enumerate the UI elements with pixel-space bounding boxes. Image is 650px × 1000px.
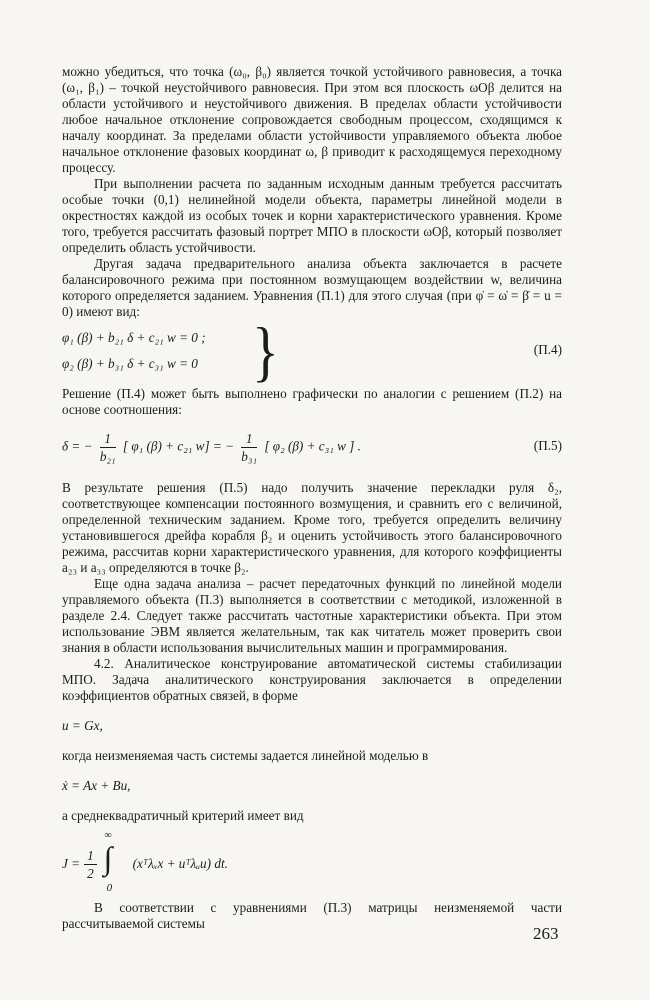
equation-criterion-numerator: 1	[84, 847, 97, 865]
equation-p5-denominator-1: b₂₁	[99, 449, 116, 464]
equation-p5-fraction-1	[100, 430, 116, 465]
equation-p5-fraction-2	[241, 430, 257, 465]
equation-p4-brace: }	[252, 314, 279, 390]
paragraph-balance-mode: Другая задача предварительного анализа объекта заключается в расчете балансировочного режима при постоянном возмущающем воздействии w, величина которого определяется заданием. Уравнения (П.1) для этого случая (при φ̇ = ω̇ = β̇ = u = 0) имеют вид:	[62, 256, 562, 319]
page-number: 263	[533, 924, 559, 943]
equation-p5-number: (П.5)	[533, 438, 562, 453]
paragraph-transfer-functions: Еще одна задача анализа – расчет передаточных функций по линейной модели управляемого объекта (П.3) выполняется в соответствии с методикой, изложенной в разделе 2.4. Следует также рассчитать частотные характеристики объекта. При этом использование ЭВМ является желательным, так как читатель может проверить свои знания в области использования вычислительных машин и программирования.	[62, 576, 562, 655]
paragraph-result: В результате решения (П.5) надо получить значение перекладки руля δ₂, соответствующее компенсации постоянного возмущения, и сравнить его с величиной, определенной техническим заданием. Кроме того, требуется определить величину установившегося дрейфа корабля β₂ и оценить устойчивость этого балансировочного режима, рассчитав корни характеристического уравнения, для которого коэффициенты a₂₃ и a₃₃ определяются в точке β₂.	[62, 480, 562, 575]
equation-p5-denominator-2: b₃₁	[241, 449, 258, 464]
integral-upper-limit: ∞	[104, 830, 112, 841]
paragraph-matrices: В соответствии с уравнениями (П.3) матрицы неизменяемой части рассчитываемой системы	[62, 900, 562, 931]
equation-p4	[62, 314, 562, 390]
equation-p4-line2: φ₂ (β) + b₃₁ δ + c₃₁ w = 0	[62, 356, 198, 371]
equation-criterion-integrand: (xᵀλₓx + uᵀλᵤu) dt.	[132, 856, 228, 871]
page-content	[62, 64, 562, 932]
paragraph-criterion: а среднеквадратичный критерий имеет вид	[62, 808, 304, 823]
integral-lower-limit: 0	[106, 882, 113, 894]
equation-p5-numerator-2: 1	[241, 430, 257, 448]
equation-p5-rhs: [ φ₂ (β) + c₃₁ w ] .	[264, 438, 361, 454]
equation-p5-middle: [ φ₁ (β) + c₂₁ w] = −	[122, 438, 234, 454]
paragraph-linear-model: когда неизменяемая часть системы задается линейной моделью в	[62, 748, 429, 763]
equation-p5-lhs: δ = −	[62, 438, 93, 454]
equation-criterion	[62, 830, 562, 894]
integral-sign: ∞ ∫ 0	[103, 830, 113, 894]
paragraph-equilibrium: можно убедиться, что точка (ω₀, β₀) является точкой устойчивого равновесия, а точка (ω₁, β₁) – точкой неустойчивого равновесия. При этом вся плоскость ωOβ делится на области устойчивого и неустойчивого движения. В пределах области устойчивости любое начальное отклонение сопровождается свободным процессом, сходящимся к началу координат. За пределами области устойчивости управляемого объекта любое начальное отклонение фазовых координат ω, β приводит к расходящемуся переходному процессу.	[62, 64, 562, 175]
equation-p4-line1: φ₁ (β) + b₂₁ δ + c₂₁ w = 0 ;	[62, 330, 206, 345]
equation-p5-numerator-1: 1	[100, 430, 116, 448]
paragraph-solution: Решение (П.4) может быть выполнено графически по аналогии с решением (П.2) на основе соотношения:	[62, 386, 562, 417]
equation-p5	[62, 424, 562, 474]
equation-control-law: u = Gx,	[62, 718, 103, 733]
equation-criterion-lhs: J =	[62, 856, 81, 871]
equation-state-model: ẋ = Ax + Bu,	[62, 778, 131, 793]
paragraph-calculation-task: При выполнении расчета по заданным исходным данным требуется рассчитать особые точки (0,1) нелинейной модели объекта, параметры линейной модели в окрестностях каждой из особых точек и корни характеристического уравнения. Кроме того, требуется рассчитать фазовый портрет МПО в плоскости ωOβ, который позволяет определить область устойчивости.	[62, 176, 562, 255]
equation-criterion-denominator: 2	[87, 865, 94, 881]
equation-criterion-fraction	[84, 847, 97, 882]
equation-p4-number: (П.4)	[533, 342, 562, 357]
paragraph-section-4-2: 4.2. Аналитическое конструирование автоматической системы стабилизации МПО. Задача аналитического конструирования заключается в определении коэффициентов обратных связей, в форме	[62, 656, 562, 703]
